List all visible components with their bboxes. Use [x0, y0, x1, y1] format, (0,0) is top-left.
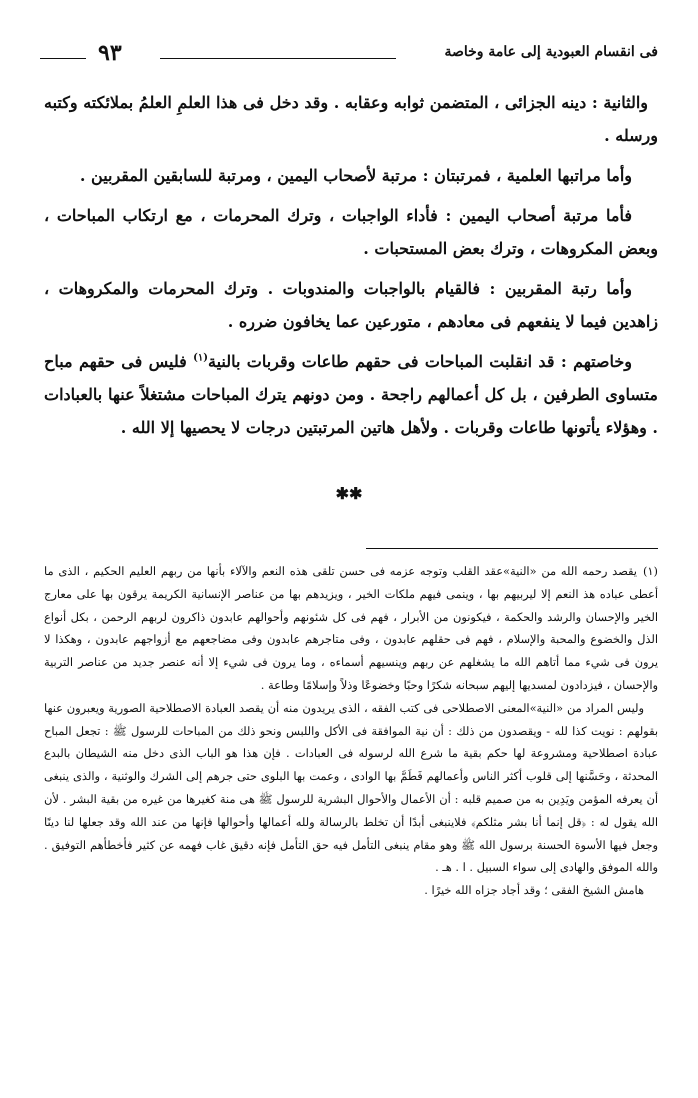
body-paragraph: فأما مرتبة أصحاب اليمين : فأداء الواجبات ، وترك المحرمات ، مع ارتكاب المباحات ، وبعض المكروهات ، وترك بعض المستحبات .	[44, 206, 658, 258]
running-title: فى انقسام العبودية إلى عامة وخاصة	[444, 44, 658, 60]
body-paragraph: وأما مراتبها العلمية ، فمرتبتان : مرتبة لأصحاب اليمين ، ومرتبة للسابقين المقربين .	[79, 166, 632, 185]
footnotes	[44, 560, 658, 902]
footnote-paragraph: وليس المراد من «النية»المعنى الاصطلاحى فى كتب الفقه ، الذى يريدون منه أن يقصد العبادة الاصطلاحية الصورية ويعبرون عنها بقولهم : نويت كذا لله - ويقصدون من ذلك : أن نية الموافقة فى الأكل واللبس ونحو ذلك من المباحات للرسول ﷺ : تجعل المباح عبادة اصطلاحية ومشروعة لها حكم بقية ما شرع الله لرسوله فى العبادات . فإن هذا هو الباب الذى دخل منه الشيطان بالبدع المحدثة ، وحَسَّنها إلى قلوب أكثر الناس وأعمالهم فَطَمَّ بها الوادى ، وعمت بها البلوى حتى جرهم إلى الشرك والوثنية ، والذى ينبغى أن يعرفه المؤمن ويَدِين به من صميم قلبه : أن الأعمال والأحوال البشرية للرسول ﷺ هى منة كغيرها من غيره من بقية البشر . لأن الله يقول له : ﴿قل إنما أنا بشر مثلكم﴾ فلاينبغى أبدًا أن تخلط بالرسالة ولله أعمالها وأحوالها فإنها من عند الله وقد جعلها لنا دينًا وجعل فيها الأسوة الحسنة برسول الله ﷺ وهو مقام ينبغى التأمل فيه حق التأمل فإنه دقيق غاب فهمه عن كثير فأخطأهم التوفيق . والله الموفق والهادى إلى سواء السبيل . ا . هـ .	[44, 700, 658, 875]
paragraph-text: وخاصتهم : قد انقلبت المباحات فى حقهم طاعات وقربات بالنية	[207, 352, 633, 371]
footnote-attribution: هامش الشيخ الفقى ؛ وقد أجاد جزاه الله خيرًا .	[424, 883, 644, 898]
header-rule	[160, 58, 396, 59]
footnote-text: يقصد رحمه الله من «النية»عقد القلب وتوجه عزمه فى حسن تلقى هذه النعم والآلاء بأنها من ربهم العليم الحكيم ، الذى ما أعطى عباده هذ النعم إلا ليربيهم بها ، وينمى فيهم ملكات الخير ، ويزيدهم بها من عناصر الإنسانية الكريمة يرقون بها على معارج الخير والإحسان والرشد والحكمة ، فيكونون من الأبرار ، فهم فى كل شئونهم وأحوالهم عابدون ذاكرون لربهم الرحمن ، بكل أنواع الذل والخضوع والمحبة والإسلام ، فهم فى حقلهم عابدون ، وفى متاجرهم عابدون وفى مضاجعهم مع أزواجهم عابدون ، وهكذا لا يرون فى شيء مما أتاهم الله ما يشغلهم عن ربهم وينسيهم أسماءه ، وما يرون فى شيء إلا أنه عنصر جديد من عناصر التربية والإحسان ، فيزدادون لمسديها إليهم سبحانه شكرًا وحبًا وخضوعًا وذلاً وإسلامًا وطاعة .	[44, 564, 658, 692]
section-separator: ✱✱	[335, 484, 363, 503]
paragraph-text: فليس فى حقهم مباح متساوى الطرفين ، بل كل أعمالهم راجحة . ومن دونهم يترك المباحات مشتغلاً عنها بالعبادات . وهؤلاء يأتونها طاعات وقربات . ولأهل هاتين المرتبتين درجات لا يحصيها إلا الله .	[44, 352, 658, 437]
page-number-dash	[40, 58, 86, 59]
body-paragraph-with-footnote	[44, 345, 658, 444]
body-paragraph: والثانية : دينه الجزائى ، المتضمن ثوابه وعقابه . وقد دخل فى هذا العلمِ العلمُ بملائكته وكتبه ورسله .	[44, 93, 658, 145]
page-number: ٩٣	[98, 40, 122, 66]
main-text	[44, 86, 658, 451]
footnote-rule	[366, 548, 658, 549]
footnote-paragraph	[44, 560, 658, 697]
footnote-reference[interactable]: (١)	[193, 352, 208, 364]
body-paragraph: وأما رتبة المقربين : فالقيام بالواجبات والمندوبات . وترك المحرمات والمكروهات ، زاهدين فيما لا ينفعهم فى معادهم ، متورعين عما يخافون ضرره .	[44, 279, 658, 331]
page-header	[40, 40, 658, 70]
footnote-marker: (١)	[642, 564, 658, 578]
